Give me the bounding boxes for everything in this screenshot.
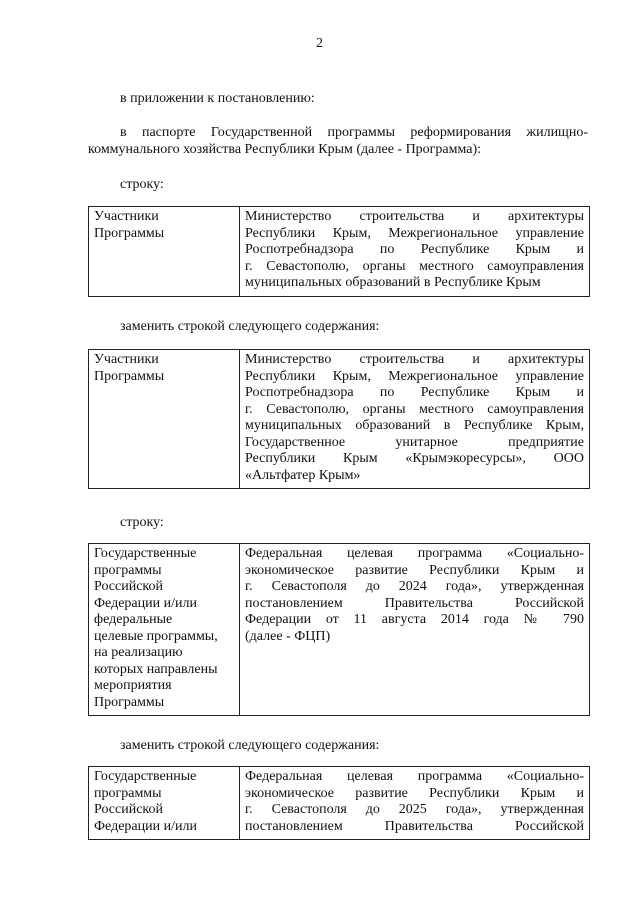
content-line: «Альтфатер Крым»	[245, 467, 361, 483]
label-line: Российской	[94, 802, 163, 817]
row-content-cell	[240, 207, 590, 297]
page-number: 2	[316, 36, 323, 51]
stroku-label: строку:	[120, 515, 164, 530]
label-line: Российской	[94, 579, 163, 594]
row-label-cell	[89, 767, 240, 840]
row-label-cell	[89, 350, 240, 489]
replace-label: заменить строкой следующего содержания:	[120, 319, 380, 334]
content-line: Федерации от 11 августа 2014 года № 790	[245, 612, 584, 627]
content-line: (далее - ФЦП)	[245, 628, 331, 644]
table-state-programs-new	[88, 766, 590, 840]
passport-line: коммунального хозяйства Республики Крым (далее - Программа):	[88, 142, 482, 157]
label-line: Программы	[94, 368, 165, 384]
label-line: федеральные	[94, 612, 173, 627]
content-line: экономическое развитие Республики Крым и	[245, 562, 584, 578]
row-label-cell	[89, 544, 240, 716]
label-line: Программы	[94, 225, 165, 241]
label-line: Государственные	[94, 546, 197, 561]
label-line: Государственные	[94, 769, 197, 784]
replace-label: заменить строкой следующего содержания:	[120, 738, 380, 753]
content-line: г. Севастополя до 2025 года», утвержденная	[245, 802, 584, 817]
row-label-cell	[89, 207, 240, 297]
row-content-cell	[240, 767, 590, 840]
content-line: Республики Крым «Крымэкоресурсы», ООО	[245, 451, 584, 466]
content-line: г. Севастополя до 2024 года», утвержденная	[245, 579, 584, 594]
content-line: Министерство строительства и архитектуры	[245, 209, 584, 224]
intro-paragraph: в приложении к постановлению:	[120, 91, 315, 106]
label-line: Федерации и/или	[94, 818, 197, 834]
passport-paragraph	[88, 124, 588, 158]
content-line: г. Севастополю, органы местного самоуправления	[245, 258, 584, 274]
label-line: которых направлены	[94, 661, 218, 677]
content-line: Федеральная целевая программа «Социально-	[245, 769, 584, 784]
label-line: целевые программы,	[94, 628, 218, 644]
table-participants-new	[88, 349, 590, 489]
content-line: Министерство строительства и архитектуры	[245, 352, 584, 367]
content-line: муниципальных образований в Республике Крым,	[245, 418, 584, 433]
content-line: г. Севастополю, органы местного самоуправления	[245, 401, 584, 417]
label-line: Участники	[94, 352, 159, 367]
table-participants-old	[88, 206, 590, 297]
content-line: Республики Крым, Межрегиональное управление	[245, 368, 584, 384]
content-line: Республики Крым, Межрегиональное управление	[245, 225, 584, 241]
row-content-cell	[240, 350, 590, 489]
table-state-programs-old	[88, 543, 590, 716]
content-line: Федеральная целевая программа «Социально-	[245, 546, 584, 561]
label-line: программы	[94, 562, 162, 578]
label-line: Участники	[94, 209, 159, 224]
row-content-cell	[240, 544, 590, 716]
content-line: Роспотребнадзора по Республике Крым и	[245, 242, 584, 257]
passport-line: в паспорте Государственной программы реформирования жилищно-	[120, 125, 588, 140]
stroku-label: строку:	[120, 177, 164, 192]
label-line: мероприятия	[94, 678, 172, 693]
content-line: постановлением Правительства Российской	[245, 818, 584, 834]
content-line: постановлением Правительства Российской	[245, 595, 584, 611]
label-line: Программы	[94, 694, 165, 710]
label-line: программы	[94, 785, 162, 801]
content-line: Государственное унитарное предприятие	[245, 434, 584, 450]
content-line: Роспотребнадзора по Республике Крым и	[245, 385, 584, 400]
label-line: Федерации и/или	[94, 595, 197, 611]
content-line: муниципальных образований в Республике Крым	[245, 275, 541, 290]
content-line: экономическое развитие Республики Крым и	[245, 785, 584, 801]
label-line: на реализацию	[94, 645, 183, 660]
